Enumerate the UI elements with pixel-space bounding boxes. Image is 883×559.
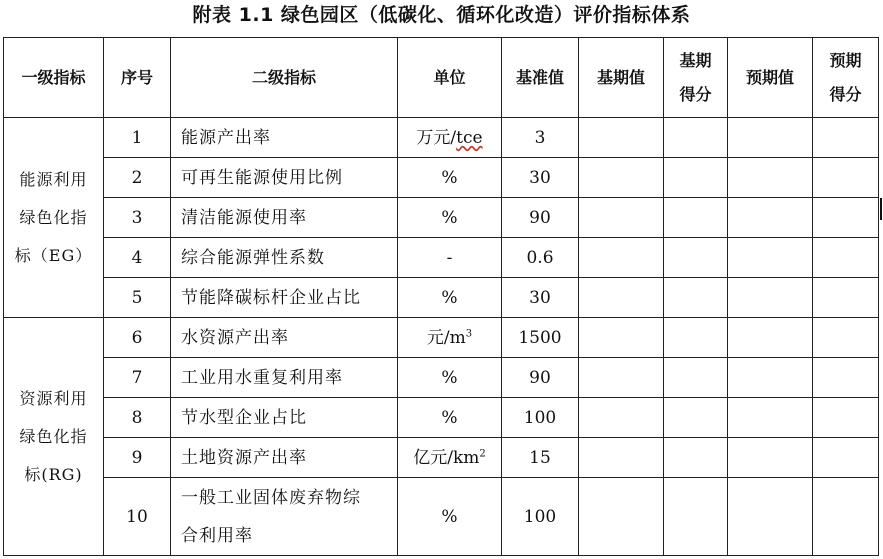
baseline-cell: 0.6 xyxy=(502,238,579,278)
header-seq: 序号 xyxy=(104,38,171,118)
unit-text-spellcheck: tce xyxy=(456,127,483,148)
indicator-cell: 可再生能源使用比例 xyxy=(171,158,398,198)
table-row xyxy=(4,158,879,198)
base-score-cell[interactable] xyxy=(664,238,728,278)
base-value-cell[interactable] xyxy=(579,158,664,198)
table-row xyxy=(4,478,879,556)
unit-text: - xyxy=(446,247,453,268)
header-forecast-score xyxy=(813,38,879,118)
base-score-cell[interactable] xyxy=(664,318,728,358)
indicator-cell: 水资源产出率 xyxy=(171,318,398,358)
table-row xyxy=(4,318,879,358)
unit-cell xyxy=(398,318,502,358)
seq-cell: 10 xyxy=(104,478,171,556)
category-name-line: 资源利用 xyxy=(19,388,88,408)
baseline-cell: 1500 xyxy=(502,318,579,358)
forecast-score-cell[interactable] xyxy=(813,438,879,478)
base-score-cell[interactable] xyxy=(664,198,728,238)
seq-cell: 9 xyxy=(104,438,171,478)
header-level2: 二级指标 xyxy=(171,38,398,118)
text-cursor-mark xyxy=(880,198,882,220)
forecast-score-cell[interactable] xyxy=(813,238,879,278)
forecast-score-cell[interactable] xyxy=(813,158,879,198)
indicator-table xyxy=(3,37,879,556)
unit-text: 元/m xyxy=(426,327,466,348)
seq-cell: 6 xyxy=(104,318,171,358)
forecast-value-cell[interactable] xyxy=(728,118,813,158)
table-title: 附表 1.1 绿色园区（低碳化、循环化改造）评价指标体系 xyxy=(192,4,691,26)
seq-cell: 7 xyxy=(104,358,171,398)
indicator-line: 合利用率 xyxy=(181,525,253,546)
table-body xyxy=(4,118,879,556)
unit-cell xyxy=(398,158,502,198)
baseline-cell: 15 xyxy=(502,438,579,478)
baseline-cell: 90 xyxy=(502,358,579,398)
forecast-value-cell[interactable] xyxy=(728,278,813,318)
forecast-value-cell[interactable] xyxy=(728,158,813,198)
indicator-cell: 土地资源产出率 xyxy=(171,438,398,478)
header-level1: 一级指标 xyxy=(4,38,104,118)
seq-cell: 8 xyxy=(104,398,171,438)
baseline-cell: 3 xyxy=(502,118,579,158)
category-name-line: 能源利用 xyxy=(19,169,88,189)
seq-cell: 4 xyxy=(104,238,171,278)
forecast-value-cell[interactable] xyxy=(728,238,813,278)
category-name-line: 绿色化指 xyxy=(19,207,88,227)
table-row xyxy=(4,118,879,158)
base-value-cell[interactable] xyxy=(579,198,664,238)
indicator-line: 一般工业固体废弃物综 xyxy=(181,487,361,508)
forecast-value-cell[interactable] xyxy=(728,358,813,398)
table-row xyxy=(4,198,879,238)
base-value-cell[interactable] xyxy=(579,118,664,158)
table-row xyxy=(4,358,879,398)
forecast-score-cell[interactable] xyxy=(813,198,879,238)
unit-text: % xyxy=(441,367,458,388)
base-score-cell[interactable] xyxy=(664,358,728,398)
unit-text: % xyxy=(441,287,458,308)
unit-text: % xyxy=(441,167,458,188)
base-score-cell[interactable] xyxy=(664,118,728,158)
level1-category-cell xyxy=(4,318,104,556)
forecast-value-cell[interactable] xyxy=(728,478,813,556)
indicator-cell: 节水型企业占比 xyxy=(171,398,398,438)
unit-cell xyxy=(398,358,502,398)
unit-text: 亿元/km xyxy=(413,447,480,468)
base-score-cell[interactable] xyxy=(664,398,728,438)
unit-superscript: 2 xyxy=(479,447,486,459)
base-score-cell[interactable] xyxy=(664,478,728,556)
indicator-cell: 能源产出率 xyxy=(171,118,398,158)
seq-cell: 5 xyxy=(104,278,171,318)
base-score-cell[interactable] xyxy=(664,158,728,198)
unit-text: % xyxy=(441,506,458,527)
forecast-score-cell[interactable] xyxy=(813,118,879,158)
forecast-score-cell[interactable] xyxy=(813,358,879,398)
base-value-cell[interactable] xyxy=(579,238,664,278)
base-value-cell[interactable] xyxy=(579,478,664,556)
header-base-score-line1: 基期 xyxy=(679,50,712,70)
header-forecast-score-line2: 得分 xyxy=(829,84,862,104)
header-base-score xyxy=(664,38,728,118)
unit-text: % xyxy=(441,207,458,228)
forecast-score-cell[interactable] xyxy=(813,398,879,438)
header-forecast-score-line1: 预期 xyxy=(829,50,862,70)
header-row xyxy=(4,38,879,118)
base-value-cell[interactable] xyxy=(579,358,664,398)
unit-text: 万元/ xyxy=(416,127,457,148)
table-row xyxy=(4,278,879,318)
table-row xyxy=(4,398,879,438)
unit-cell xyxy=(398,118,502,158)
unit-cell xyxy=(398,398,502,438)
base-value-cell[interactable] xyxy=(579,318,664,358)
baseline-cell: 30 xyxy=(502,278,579,318)
forecast-value-cell[interactable] xyxy=(728,398,813,438)
unit-cell xyxy=(398,238,502,278)
header-base-score-line2: 得分 xyxy=(679,84,712,104)
baseline-cell: 90 xyxy=(502,198,579,238)
seq-cell: 2 xyxy=(104,158,171,198)
header-unit: 单位 xyxy=(398,38,502,118)
header-baseline: 基准值 xyxy=(502,38,579,118)
forecast-value-cell[interactable] xyxy=(728,198,813,238)
seq-cell: 1 xyxy=(104,118,171,158)
seq-cell: 3 xyxy=(104,198,171,238)
unit-text: % xyxy=(441,407,458,428)
unit-cell xyxy=(398,198,502,238)
forecast-score-cell[interactable] xyxy=(813,278,879,318)
table-row xyxy=(4,438,879,478)
category-name-line: 标(RG) xyxy=(24,464,83,484)
forecast-value-cell[interactable] xyxy=(728,438,813,478)
indicator-cell: 综合能源弹性系数 xyxy=(171,238,398,278)
indicator-cell xyxy=(171,478,398,556)
category-name-line: 标（EG） xyxy=(14,245,93,265)
indicator-cell: 节能降碳标杆企业占比 xyxy=(171,278,398,318)
header-forecast-value: 预期值 xyxy=(728,38,813,118)
header-base-value: 基期值 xyxy=(579,38,664,118)
forecast-score-cell[interactable] xyxy=(813,318,879,358)
level1-category-cell xyxy=(4,118,104,318)
base-value-cell[interactable] xyxy=(579,438,664,478)
indicator-cell: 清洁能源使用率 xyxy=(171,198,398,238)
unit-superscript: 3 xyxy=(465,327,473,339)
base-score-cell[interactable] xyxy=(664,438,728,478)
forecast-value-cell[interactable] xyxy=(728,318,813,358)
baseline-cell: 100 xyxy=(502,478,579,556)
forecast-score-cell[interactable] xyxy=(813,478,879,556)
baseline-cell: 100 xyxy=(502,398,579,438)
baseline-cell: 30 xyxy=(502,158,579,198)
base-score-cell[interactable] xyxy=(664,278,728,318)
base-value-cell[interactable] xyxy=(579,398,664,438)
table-row xyxy=(4,238,879,278)
unit-cell xyxy=(398,478,502,556)
base-value-cell[interactable] xyxy=(579,278,664,318)
unit-cell xyxy=(398,278,502,318)
category-name-line: 绿色化指 xyxy=(19,426,88,446)
indicator-cell: 工业用水重复利用率 xyxy=(171,358,398,398)
unit-cell xyxy=(398,438,502,478)
